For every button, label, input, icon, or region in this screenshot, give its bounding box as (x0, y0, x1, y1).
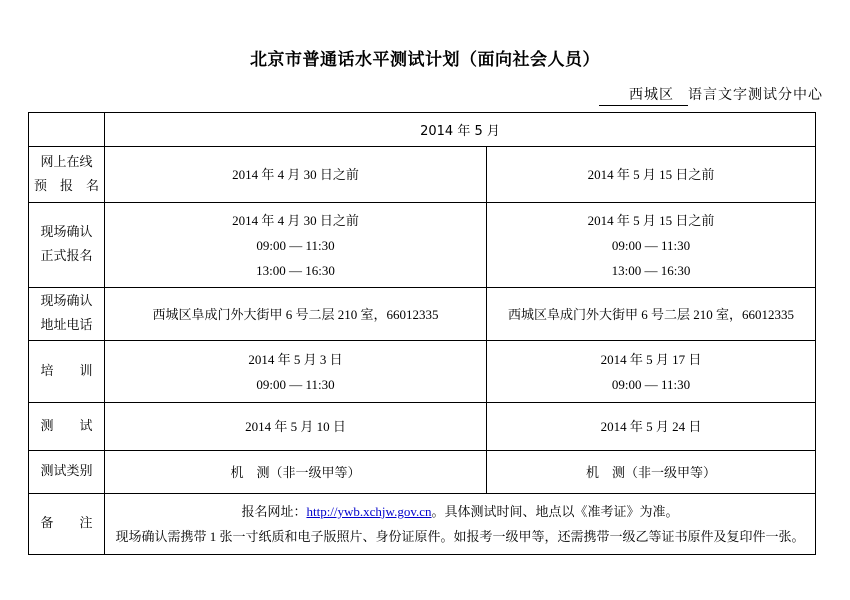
table-row-address-phone (29, 288, 816, 341)
cell-online-reg-session1 (105, 147, 487, 203)
remark-line1-prefix: 报名网址： (241, 504, 307, 519)
remark-line1 (105, 499, 815, 524)
subtitle (599, 84, 823, 106)
cell-online-reg-session2 (487, 147, 816, 203)
cell-test-date-session1 (105, 403, 487, 451)
row-label-remark (29, 494, 105, 555)
label-line: 地址电话 (40, 318, 93, 333)
test-schedule-table (28, 112, 816, 555)
table-row-onsite-registration (29, 203, 816, 288)
label-line: 正式报名 (40, 249, 93, 264)
cell-line: 09:00 — 11:30 (611, 376, 691, 392)
page-title: 北京市普通话水平测试计划（面向社会人员） (250, 50, 600, 70)
cell-line: 2014 年 5 月 10 日 (245, 419, 346, 434)
label-line: 现场确认 (40, 225, 93, 240)
cell-onsite-reg-session1 (105, 203, 487, 288)
label-line: 现场确认 (40, 294, 93, 309)
corner-cell (29, 113, 105, 147)
subtitle-suffix: 语言文字测试分中心 (688, 88, 823, 103)
cell-address-session2 (487, 288, 816, 341)
cell-line: 机 测（非一级甲等） (230, 464, 361, 480)
cell-line: 13:00 — 16:30 (611, 262, 691, 278)
cell-training-session1 (105, 341, 487, 403)
row-label-training (29, 341, 105, 403)
row-label-online-registration (29, 147, 105, 203)
row-label-address-phone (29, 288, 105, 341)
remark-line2: 现场确认需携带 1 张一寸纸质和电子版照片、身份证原件。如报考一级甲等，还需携带一级乙等证书原件及复印件一张。 (115, 529, 805, 544)
cell-line: 2014 年 5 月 15 日之前 (587, 212, 715, 228)
label-line: 预 报 名 (33, 178, 99, 194)
cell-line: 西城区阜成门外大街甲 6 号二层 210 室，66012335 (507, 306, 794, 322)
cell-line: 2014 年 4 月 30 日之前 (232, 212, 359, 228)
table-row-test-type (29, 451, 816, 494)
table-row-training (29, 341, 816, 403)
cell-test-type-session1 (105, 451, 487, 494)
row-label-test-date (29, 403, 105, 451)
label-line: 备 注 (40, 516, 93, 531)
table-row-online-registration (29, 147, 816, 203)
cell-line: 2014 年 5 月 15 日之前 (587, 167, 715, 182)
table-row-test-date (29, 403, 816, 451)
cell-line: 机 测（非一级甲等） (585, 464, 716, 480)
cell-line: 09:00 — 11:30 (256, 376, 335, 392)
label-line: 网上在线 (40, 154, 93, 170)
table-header-row (29, 113, 816, 147)
registration-url-link[interactable]: http://ywb.xchjw.gov.cn (306, 504, 432, 519)
cell-test-date-session2 (487, 403, 816, 451)
cell-line: 西城区阜成门外大街甲 6 号二层 210 室，66012335 (152, 306, 439, 322)
table-row-remark (29, 494, 816, 555)
cell-line: 2014 年 4 月 30 日之前 (232, 167, 359, 182)
cell-line: 09:00 — 11:30 (256, 237, 335, 253)
cell-line: 09:00 — 11:30 (611, 237, 691, 253)
cell-onsite-reg-session2 (487, 203, 816, 288)
cell-line: 2014 年 5 月 24 日 (600, 419, 702, 434)
label-line: 测 试 (40, 418, 93, 434)
row-label-test-type (29, 451, 105, 494)
label-line: 培 训 (40, 363, 93, 379)
label-line: 测试类别 (40, 464, 93, 479)
remark-line1-suffix: 。具体测试时间、地点以《准考证》为准。 (431, 504, 679, 519)
cell-training-session2 (487, 341, 816, 403)
row-label-onsite-registration (29, 203, 105, 288)
cell-test-type-session2 (487, 451, 816, 494)
district-name: 西城区 (599, 84, 688, 106)
cell-remark (105, 494, 816, 555)
cell-line: 2014 年 5 月 17 日 (600, 351, 702, 367)
cell-line: 2014 年 5 月 3 日 (248, 351, 343, 367)
cell-address-session1 (105, 288, 487, 341)
cell-line: 13:00 — 16:30 (256, 262, 335, 278)
month-header: 2014 年 5 月 (105, 113, 816, 147)
